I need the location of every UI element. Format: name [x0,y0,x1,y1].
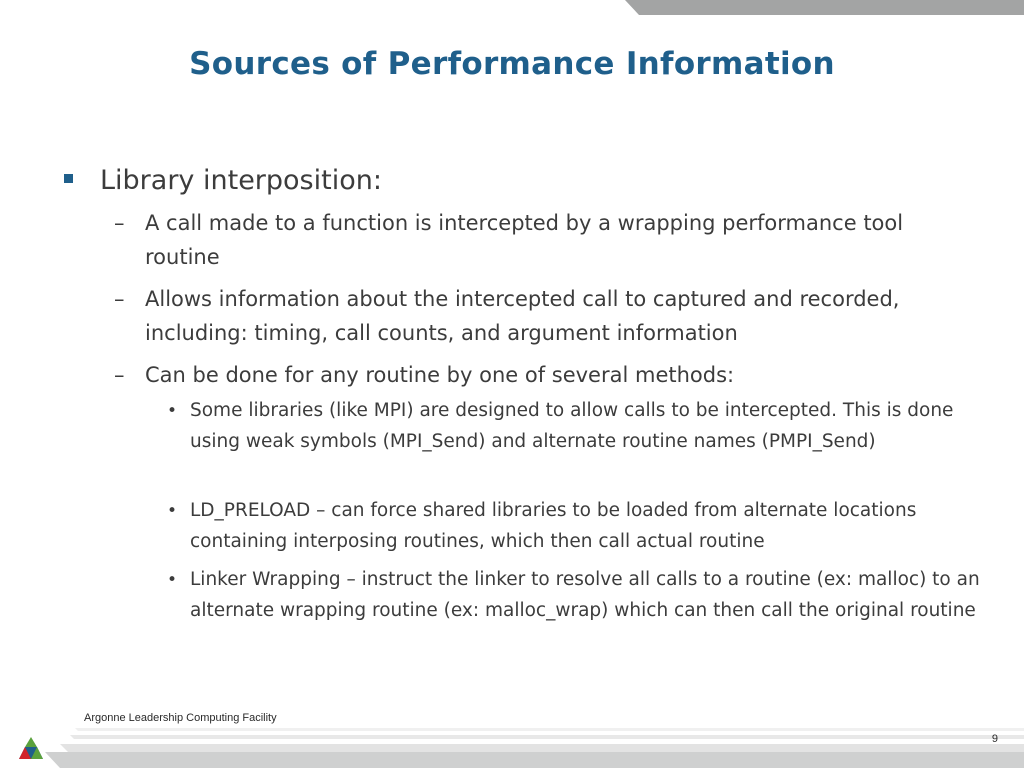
sub-bullet-methods: Can be done for any routine by one of several methods: [145,363,735,387]
dash-bullet-icon: – [114,287,125,311]
dot-bullet-icon: • [167,401,178,421]
dot-bullet-icon: • [167,501,178,521]
page-number: 9 [991,733,998,745]
sub-bullet-allows-information: Allows information about the intercepted call to captured and recorded, including: timing, call counts, and argument information [145,287,900,345]
dot-bullet-icon: • [167,570,178,590]
method-ld-preload: LD_PRELOAD – can force shared libraries to be loaded from alternate locations containing interposing routines, which then call actual routine [190,500,917,552]
square-bullet-icon [64,174,73,183]
dash-bullet-icon: – [114,211,125,235]
sub-bullet-intercepted-call: A call made to a function is intercepted by a wrapping performance tool routine [145,211,904,269]
method-weak-symbols: Some libraries (like MPI) are designed to allow calls to be intercepted. This is done using weak symbols (MPI_Send) and alternate routine names (PMPI_Send) [190,400,954,452]
slide-title: Sources of Performance Information [189,46,835,82]
method-linker-wrapping: Linker Wrapping – instruct the linker to resolve all calls to a routine (ex: malloc) to an alternate wrapping routine (ex: malloc_wrap) which can then call the original routine [190,569,980,621]
argonne-logo-icon [19,737,43,759]
bullet-library-interposition: Library interposition: [100,165,382,196]
footer-organization: Argonne Leadership Computing Facility [84,712,277,724]
dash-bullet-icon: – [114,363,125,387]
